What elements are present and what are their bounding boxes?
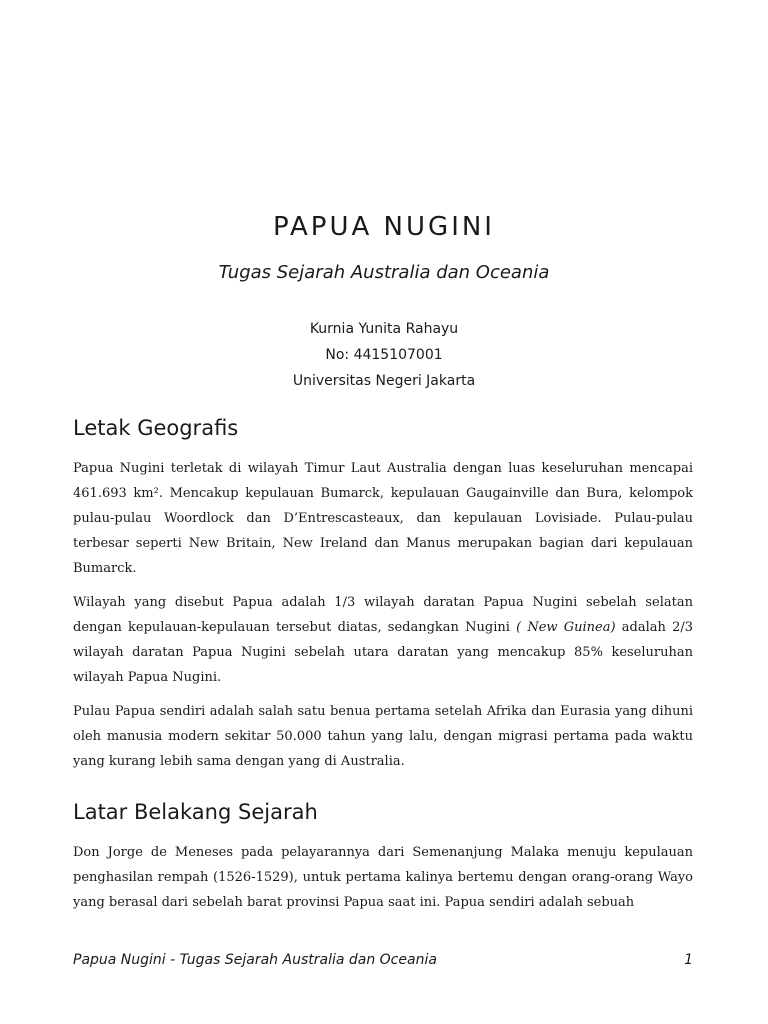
student-number: No: 4415107001 xyxy=(325,347,443,363)
page-number: 1 xyxy=(684,952,693,968)
author-name: Kurnia Yunita Rahayu xyxy=(309,321,459,337)
footer-text: Papua Nugini - Tugas Sejarah Australia dan Oceania xyxy=(73,952,437,968)
document-title: PAPUA NUGINI xyxy=(273,212,495,242)
section-heading-history: Latar Belakang Sejarah xyxy=(73,800,318,824)
paragraph-text: adalah 2/3 wilayah daratan Papua Nugini sebelah utara daratan yang mencakup 85% keseluruhan wilayah Papua Nugini. xyxy=(73,620,694,685)
paragraph-geography-1: Papua Nugini terletak di wilayah Timur Laut Australia dengan luas keseluruhan mencapai 461.693 km². Mencakup kepulauan Bumarck, kepulauan Gaugainville dan Bura, kelompok pulau-pulau Woordlock dan D’Entrescasteaux, dan kepulauan Lovisiade. Pulau-pulau terbesar seperti New Britain, New Ireland dan Manus merupakan bagian dari kepulauan Bumarck. xyxy=(73,461,693,576)
paragraph-geography-3: Pulau Papua sendiri adalah salah satu benua pertama setelah Afrika dan Eurasia yang dihuni oleh manusia modern sekitar 50.000 tahun yang lalu, dengan migrasi pertama pada waktu yang kurang lebih sama dengan yang di Australia. xyxy=(73,704,693,769)
author-block xyxy=(0,316,768,394)
paragraph-text: Wilayah yang disebut Papua adalah 1/3 wilayah daratan Papua Nugini sebelah selatan dengan kepulauan-kepulauan tersebut diatas, sedangkan Nugini xyxy=(73,595,693,635)
paragraph-geography-2 xyxy=(73,590,693,690)
document-body xyxy=(73,412,693,924)
institution-name: Universitas Negeri Jakarta xyxy=(292,373,476,389)
italic-term-new-guinea: ( New Guinea) xyxy=(516,620,616,635)
document-subtitle: Tugas Sejarah Australia dan Oceania xyxy=(218,262,550,283)
paragraph-history-1: Don Jorge de Meneses pada pelayarannya dari Semenanjung Malaka menuju kepulauan penghasilan rempah (1526-1529), untuk pertama kalinya bertemu dengan orang-orang Wayo yang berasal dari sebelah barat provinsi Papua saat ini. Papua sendiri adalah sebuah xyxy=(73,845,693,910)
section-heading-geography: Letak Geografis xyxy=(73,416,239,440)
page-footer xyxy=(73,952,693,968)
